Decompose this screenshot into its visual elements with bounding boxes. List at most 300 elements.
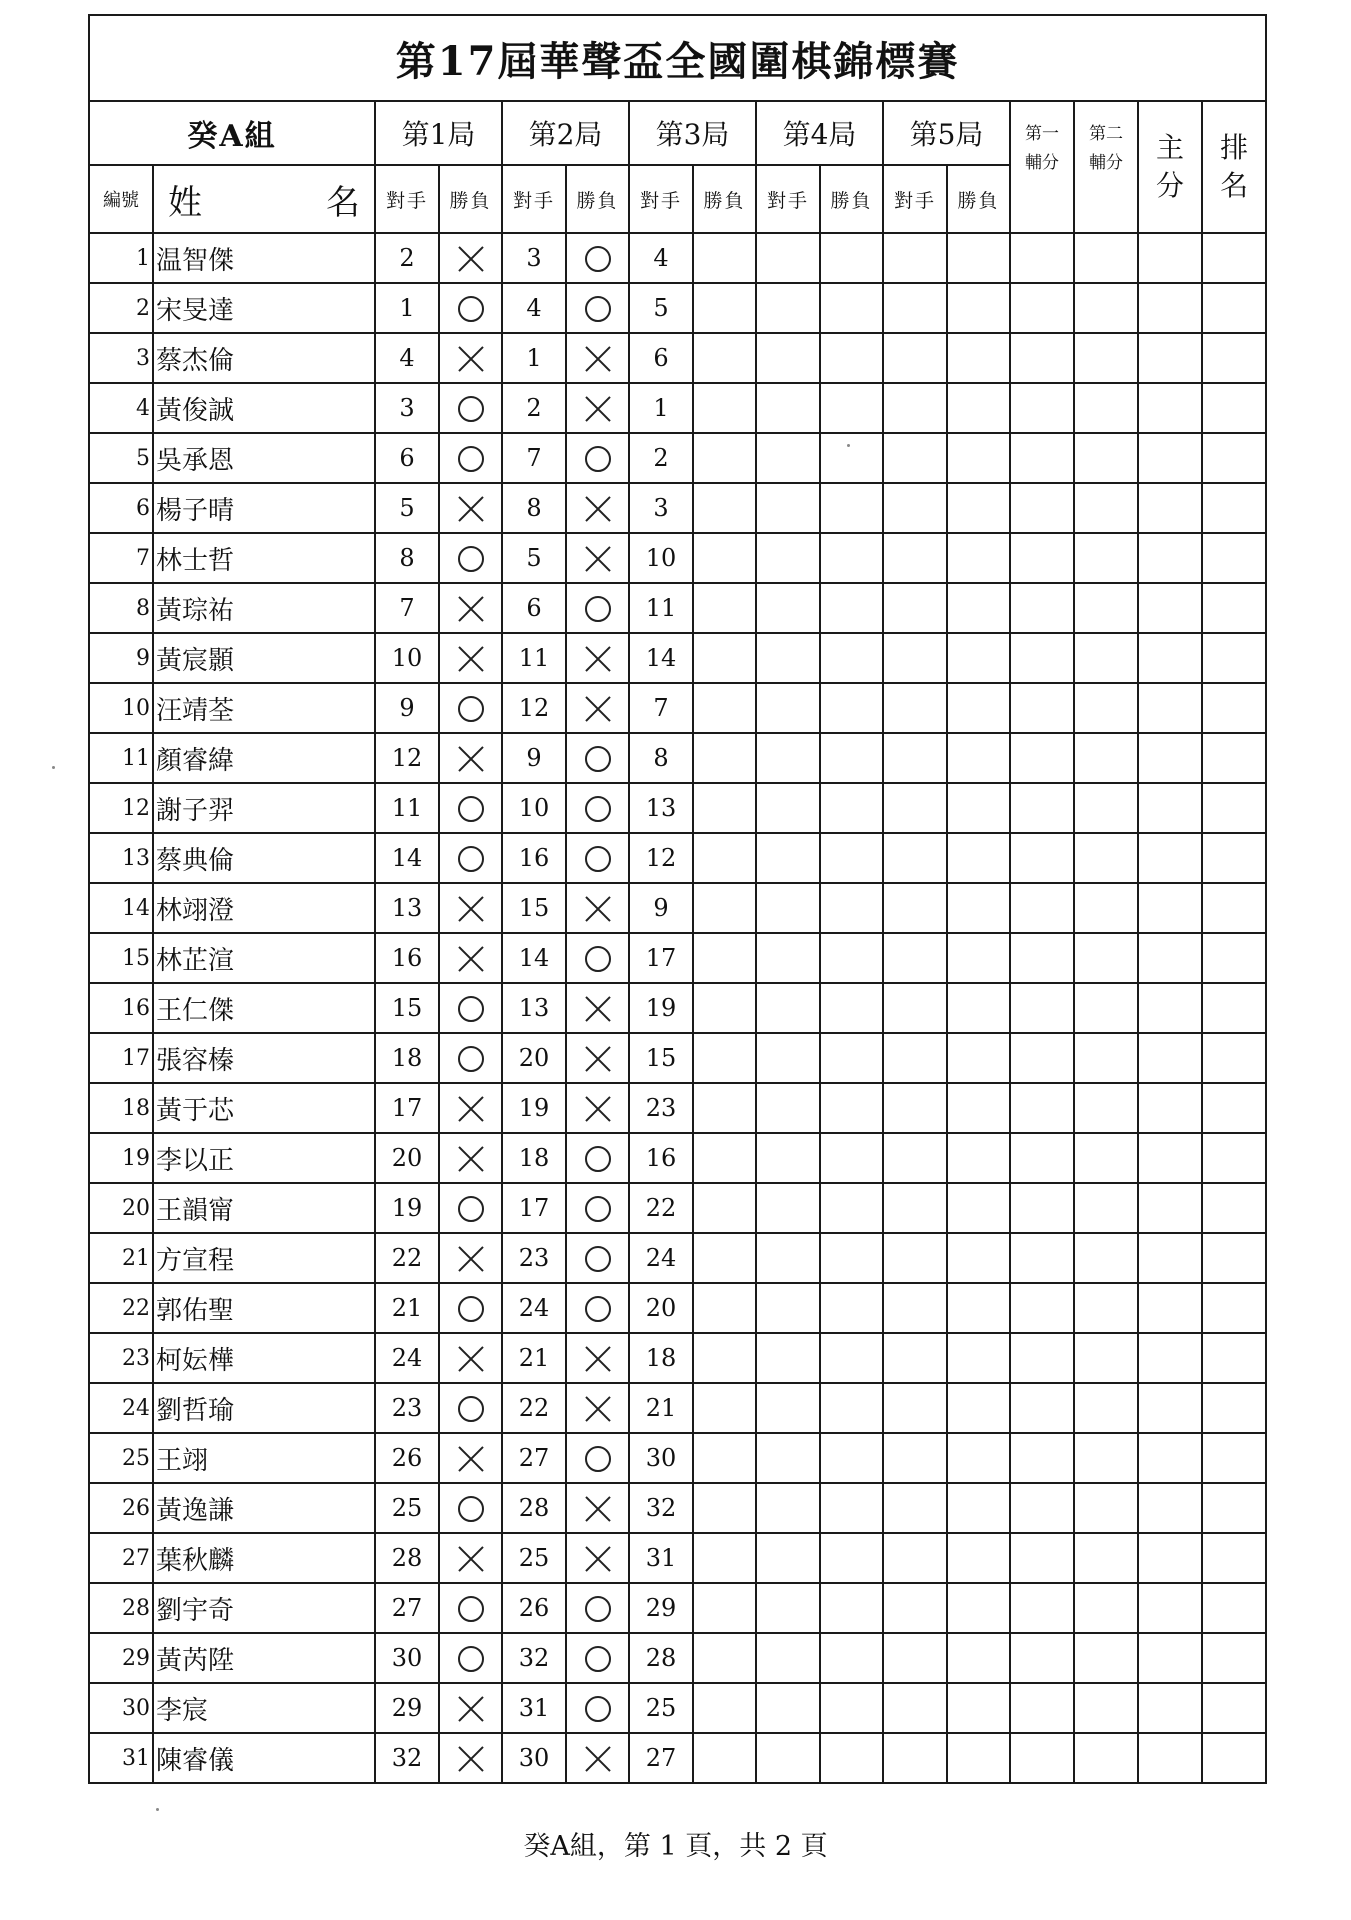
round-2-result-header: 勝負 [566,165,629,233]
aux-score-2 [1074,233,1138,283]
round-1-result [439,1233,502,1283]
round-3-opponent: 28 [629,1633,693,1683]
player-number: 4 [89,383,153,433]
round-3-opponent: 25 [629,1683,693,1733]
round-3-result [693,483,756,533]
aux-score-2 [1074,483,1138,533]
round-3-header: 第3局 [629,101,756,165]
player-number: 23 [89,1333,153,1383]
round-5-opponent [883,1133,947,1183]
rank [1202,233,1266,283]
loss-cross-mark [584,995,612,1023]
loss-cross-mark [457,345,485,373]
main-score [1138,1133,1202,1183]
round-3-result [693,1033,756,1083]
round-3-result [693,683,756,733]
round-1-opponent: 5 [375,483,439,533]
round-5-result [947,333,1010,383]
round-1-opponent: 26 [375,1433,439,1483]
loss-cross-mark [457,1345,485,1373]
player-number: 5 [89,433,153,483]
win-circle-mark [585,796,611,822]
round-5-result [947,1533,1010,1583]
round-1-opponent: 6 [375,433,439,483]
round-1-opponent: 18 [375,1033,439,1083]
win-circle-mark [458,1296,484,1322]
round-1-opponent: 10 [375,633,439,683]
round-2-result [566,583,629,633]
round-2-opponent: 3 [502,233,566,283]
player-name: 郭佑聖 [153,1283,375,1333]
rank [1202,633,1266,683]
round-4-result [820,1183,883,1233]
round-1-opponent: 4 [375,333,439,383]
round-2-result [566,233,629,283]
round-1-opponent: 24 [375,1333,439,1383]
round-1-result [439,983,502,1033]
loss-cross-mark [457,745,485,773]
player-number: 29 [89,1633,153,1683]
table-row [89,1683,1266,1733]
player-name: 林翊澄 [153,883,375,933]
round-5-opponent [883,733,947,783]
win-circle-mark [458,1646,484,1672]
player-number: 15 [89,933,153,983]
round-4-result [820,733,883,783]
player-name: 顏睿緯 [153,733,375,783]
round-5-opponent [883,1583,947,1633]
aux-score-1 [1010,1683,1074,1733]
table-row [89,1233,1266,1283]
loss-cross-mark [457,1545,485,1573]
aux-score-2 [1074,833,1138,883]
table-row [89,1383,1266,1433]
rank [1202,783,1266,833]
round-5-result [947,783,1010,833]
round-5-opponent [883,783,947,833]
round-4-result [820,583,883,633]
round-4-result [820,633,883,683]
main-score [1138,883,1202,933]
round-3-result [693,433,756,483]
round-2-opponent: 12 [502,683,566,733]
round-2-result [566,983,629,1033]
player-name: 方宣程 [153,1233,375,1283]
round-2-result [566,1433,629,1483]
loss-cross-mark [584,1345,612,1373]
aux-score-1 [1010,1283,1074,1333]
round-3-result-header: 勝負 [693,165,756,233]
win-circle-mark [458,396,484,422]
round-2-opponent: 9 [502,733,566,783]
round-2-result [566,833,629,883]
round-1-opponent: 8 [375,533,439,583]
round-1-opponent: 30 [375,1633,439,1683]
round-2-opponent: 11 [502,633,566,683]
loss-cross-mark [584,1395,612,1423]
aux-score-2 [1074,533,1138,583]
aux-score-2 [1074,283,1138,333]
round-2-opponent: 24 [502,1283,566,1333]
main-score [1138,1533,1202,1583]
main-score [1138,1283,1202,1333]
rank-header: 排 名 [1202,101,1266,233]
main-score [1138,683,1202,733]
round-3-result [693,283,756,333]
win-circle-mark [458,696,484,722]
round-2-result [566,1233,629,1283]
group-label: 癸A組 [89,101,375,165]
main-score [1138,1183,1202,1233]
loss-cross-mark [584,895,612,923]
loss-cross-mark [584,1045,612,1073]
win-circle-mark [585,1596,611,1622]
round-1-opponent: 7 [375,583,439,633]
round-4-result [820,1533,883,1583]
player-name: 黃俊誠 [153,383,375,433]
round-5-result [947,633,1010,683]
round-4-result [820,933,883,983]
round-1-opponent: 12 [375,733,439,783]
round-5-result [947,683,1010,733]
round-4-opponent [756,783,820,833]
round-1-opponent: 9 [375,683,439,733]
player-number: 17 [89,1033,153,1083]
round-2-result [566,1633,629,1683]
round-3-opponent: 12 [629,833,693,883]
round-2-result [566,1333,629,1383]
player-name: 劉哲瑜 [153,1383,375,1433]
rank [1202,983,1266,1033]
aux-score-1 [1010,1133,1074,1183]
table-row [89,1433,1266,1483]
round-4-opponent [756,1433,820,1483]
player-number: 24 [89,1383,153,1433]
rank [1202,1033,1266,1083]
round-1-opponent: 11 [375,783,439,833]
round-2-opponent-header: 對手 [502,165,566,233]
aux-score-1 [1010,1033,1074,1083]
round-4-result [820,1483,883,1533]
round-5-opponent [883,1483,947,1533]
round-4-result [820,333,883,383]
aux-score-2 [1074,1133,1138,1183]
round-4-result [820,983,883,1033]
table-row [89,333,1266,383]
round-1-opponent: 1 [375,283,439,333]
round-1-opponent: 14 [375,833,439,883]
round-3-result [693,1233,756,1283]
main-score [1138,483,1202,533]
player-name: 柯妘樺 [153,1333,375,1383]
round-1-result [439,633,502,683]
table-row [89,1033,1266,1083]
score-sheet-table [88,14,1267,1784]
round-1-result [439,1383,502,1433]
player-number: 16 [89,983,153,1033]
round-3-result [693,933,756,983]
round-3-opponent: 15 [629,1033,693,1083]
round-5-result [947,233,1010,283]
round-5-opponent [883,1083,947,1133]
round-4-result [820,1233,883,1283]
player-name: 宋旻達 [153,283,375,333]
round-1-result [439,833,502,883]
round-3-opponent: 19 [629,983,693,1033]
round-4-result [820,783,883,833]
round-1-opponent-header: 對手 [375,165,439,233]
round-3-opponent: 30 [629,1433,693,1483]
round-5-opponent [883,1233,947,1283]
round-2-opponent: 2 [502,383,566,433]
player-number: 25 [89,1433,153,1483]
aux-score-2 [1074,883,1138,933]
round-4-opponent [756,983,820,1033]
aux-score-1 [1010,583,1074,633]
round-2-opponent: 19 [502,1083,566,1133]
round-2-result [566,1283,629,1333]
win-circle-mark [458,996,484,1022]
table-row [89,233,1266,283]
loss-cross-mark [584,395,612,423]
round-4-result [820,883,883,933]
table-row [89,633,1266,683]
round-5-result [947,533,1010,583]
round-5-opponent [883,833,947,883]
round-3-result [693,783,756,833]
round-2-opponent: 26 [502,1583,566,1633]
rank [1202,1233,1266,1283]
round-4-opponent [756,1083,820,1133]
aux-score-1 [1010,1583,1074,1633]
player-number: 21 [89,1233,153,1283]
player-number: 31 [89,1733,153,1783]
aux-score-1 [1010,1183,1074,1233]
main-score [1138,283,1202,333]
win-circle-mark [458,846,484,872]
scan-speck [156,1808,159,1811]
round-3-opponent: 29 [629,1583,693,1633]
round-5-opponent [883,1383,947,1433]
round-1-opponent: 17 [375,1083,439,1133]
player-name: 黃宸顥 [153,633,375,683]
round-2-opponent: 31 [502,1683,566,1733]
aux-score-1 [1010,983,1074,1033]
round-5-result-header: 勝負 [947,165,1010,233]
player-name: 謝子羿 [153,783,375,833]
round-4-result [820,383,883,433]
aux-score-2 [1074,1683,1138,1733]
player-name: 楊子晴 [153,483,375,533]
round-1-result [439,1033,502,1083]
win-circle-mark [585,296,611,322]
round-1-result [439,1333,502,1383]
aux-score-2 [1074,683,1138,733]
round-4-opponent [756,583,820,633]
round-2-opponent: 13 [502,983,566,1033]
round-1-result [439,933,502,983]
round-2-result [566,333,629,383]
rank [1202,1083,1266,1133]
round-3-opponent: 1 [629,383,693,433]
player-name: 張容榛 [153,1033,375,1083]
round-1-opponent: 29 [375,1683,439,1733]
round-1-result [439,733,502,783]
aux-score-2 [1074,1433,1138,1483]
rank [1202,433,1266,483]
round-4-opponent [756,1483,820,1533]
win-circle-mark [585,596,611,622]
round-2-opponent: 18 [502,1133,566,1183]
aux-score-1 [1010,1433,1074,1483]
player-name: 林芷渲 [153,933,375,983]
rank [1202,1183,1266,1233]
round-2-result [566,1183,629,1233]
aux-score-1 [1010,683,1074,733]
round-3-result [693,883,756,933]
table-row [89,1633,1266,1683]
rank [1202,1683,1266,1733]
aux-score-1 [1010,933,1074,983]
round-4-opponent [756,283,820,333]
round-1-result [439,483,502,533]
round-1-result [439,1583,502,1633]
round-2-result [566,683,629,733]
round-1-opponent: 27 [375,1583,439,1633]
round-2-opponent: 17 [502,1183,566,1233]
table-row [89,433,1266,483]
round-2-opponent: 1 [502,333,566,383]
round-5-result [947,583,1010,633]
round-2-result [566,1733,629,1783]
aux-score-2 [1074,1583,1138,1633]
round-1-result [439,283,502,333]
loss-cross-mark [457,495,485,523]
round-2-result [566,1083,629,1133]
round-2-result [566,1383,629,1433]
round-3-opponent: 23 [629,1083,693,1133]
rank [1202,333,1266,383]
player-number: 13 [89,833,153,883]
main-score [1138,1383,1202,1433]
round-2-result [566,433,629,483]
round-5-opponent [883,683,947,733]
rank [1202,883,1266,933]
round-2-result [566,733,629,783]
round-4-opponent [756,1533,820,1583]
round-5-result [947,1583,1010,1633]
round-5-result [947,1083,1010,1133]
table-row [89,1083,1266,1133]
round-2-opponent: 20 [502,1033,566,1083]
round-3-opponent: 24 [629,1233,693,1283]
round-3-opponent: 27 [629,1733,693,1783]
round-2-opponent: 25 [502,1533,566,1583]
round-4-opponent [756,1733,820,1783]
scan-speck [52,766,55,769]
round-4-result [820,833,883,883]
round-2-opponent: 27 [502,1433,566,1483]
table-row [89,983,1266,1033]
round-4-opponent [756,1633,820,1683]
aux-score-1 [1010,783,1074,833]
main-score [1138,833,1202,883]
round-5-result [947,1333,1010,1383]
loss-cross-mark [457,945,485,973]
round-4-result [820,1683,883,1733]
round-2-result [566,883,629,933]
player-name: 葉秋麟 [153,1533,375,1583]
table-row [89,283,1266,333]
round-2-result [566,383,629,433]
round-1-result [439,1183,502,1233]
main-score [1138,1733,1202,1783]
page-footer: 癸A組，第 1 頁，共 2 頁 [523,1831,828,1862]
player-name: 陳睿儀 [153,1733,375,1783]
round-1-result [439,1533,502,1583]
round-3-result [693,533,756,583]
loss-cross-mark [457,1145,485,1173]
player-number: 11 [89,733,153,783]
win-circle-mark [458,1496,484,1522]
round-5-result [947,283,1010,333]
loss-cross-mark [457,595,485,623]
round-3-opponent: 5 [629,283,693,333]
aux-score-1 [1010,1633,1074,1683]
round-1-opponent: 13 [375,883,439,933]
main-score [1138,933,1202,983]
round-5-result [947,1133,1010,1183]
player-number: 27 [89,1533,153,1583]
round-5-opponent [883,1183,947,1233]
round-2-opponent: 22 [502,1383,566,1433]
round-1-result-header: 勝負 [439,165,502,233]
loss-cross-mark [584,495,612,523]
aux-score-1-header: 第一 輔分 [1010,101,1074,233]
round-3-opponent: 10 [629,533,693,583]
loss-cross-mark [584,345,612,373]
main-score [1138,783,1202,833]
loss-cross-mark [584,1745,612,1773]
round-1-result [439,1083,502,1133]
aux-score-2 [1074,1083,1138,1133]
table-row [89,483,1266,533]
round-1-opponent: 20 [375,1133,439,1183]
round-5-opponent [883,1333,947,1383]
round-3-result [693,833,756,883]
round-5-result [947,733,1010,783]
round-3-opponent: 14 [629,633,693,683]
round-3-result [693,1383,756,1433]
round-3-result [693,233,756,283]
round-5-opponent [883,433,947,483]
round-1-result [439,883,502,933]
player-number: 8 [89,583,153,633]
win-circle-mark [585,246,611,272]
round-2-opponent: 10 [502,783,566,833]
aux-score-1 [1010,333,1074,383]
round-2-opponent: 7 [502,433,566,483]
player-name: 林士哲 [153,533,375,583]
table-row [89,683,1266,733]
aux-score-2 [1074,1533,1138,1583]
loss-cross-mark [584,1545,612,1573]
round-3-result [693,733,756,783]
round-3-opponent: 7 [629,683,693,733]
round-1-opponent: 32 [375,1733,439,1783]
round-5-result [947,933,1010,983]
round-5-result [947,1033,1010,1083]
